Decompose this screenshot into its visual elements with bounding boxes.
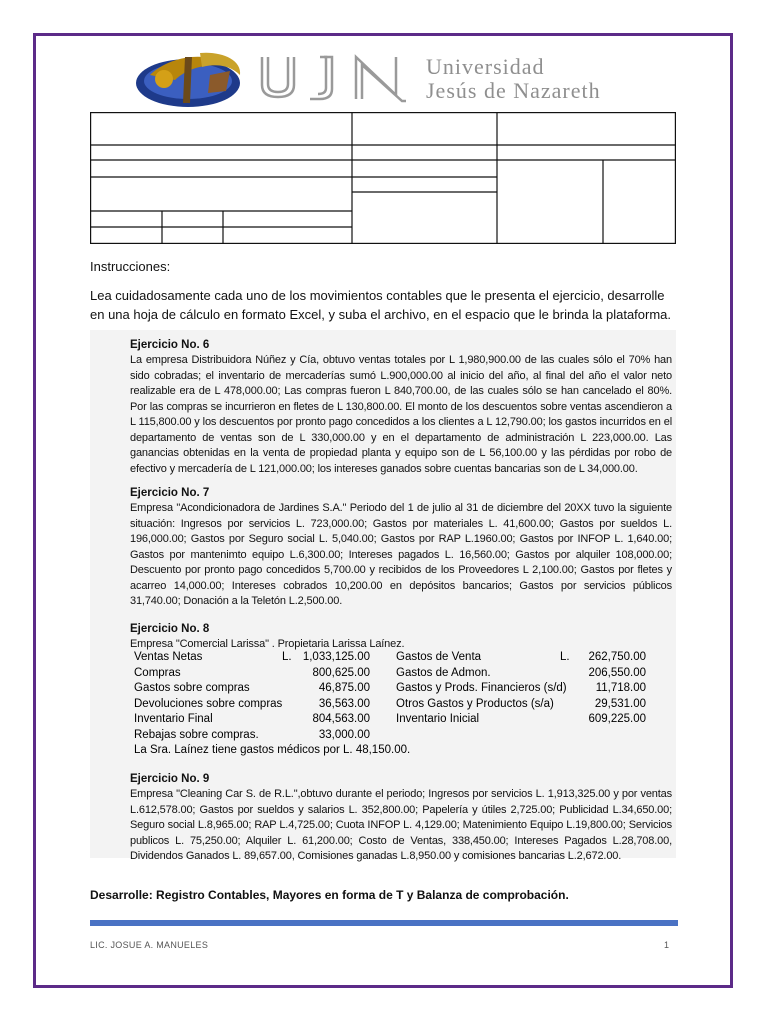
exercise-8	[130, 622, 672, 653]
ledger-row	[134, 650, 654, 666]
ledger-row	[134, 666, 654, 682]
ledger-cell-r-label: Gastos de Venta	[396, 651, 482, 663]
ledger-cell-r-cur: L.	[560, 651, 570, 663]
university-logo	[130, 45, 650, 110]
ledger-cell-l-label: Ventas Netas	[134, 651, 203, 663]
ledger-cell-r-value: 262,750.00	[588, 651, 646, 663]
ledger-cell-r-value: 11,718.00	[595, 682, 646, 694]
exercise-8-company: Empresa "Comercial Larissa" . Propietaria Larissa Laínez.	[130, 638, 405, 650]
ledger-cell-l-label: Rebajas sobre compras.	[134, 728, 259, 741]
footer-divider	[90, 920, 678, 926]
ledger-cell-r-label: Otros Gastos y Productos (s/a)	[396, 697, 554, 710]
exercise-7	[130, 486, 672, 610]
ledger-cell-l-label: Compras	[134, 666, 181, 679]
exercises-panel	[90, 330, 676, 862]
instructions-body: Lea cuidadosamente cada uno de los movimientos contables que le presenta el ejercicio, desarrolle en una hoja de cálculo en formato Excel, y suba el archivo, en el espacio que le brinda la plataforma.	[90, 288, 672, 322]
ledger-row	[134, 728, 654, 744]
ledger-cell-r-value: 29,531.00	[594, 697, 646, 710]
exercise-7-title: Ejercicio No. 7	[130, 487, 210, 499]
university-name-line2: Jesús de Nazareth	[426, 78, 601, 103]
ledger-cell-r-value: 609,225.00	[588, 713, 646, 725]
ledger-cell-l-value: 804,563.00	[312, 713, 370, 725]
exercise-9-title: Ejercicio No. 9	[130, 773, 210, 785]
ledger-cell-l-value: 800,625.00	[312, 666, 370, 679]
ledger-cell-r-value: 206,550.00	[588, 666, 646, 679]
university-emblem-icon	[130, 45, 250, 110]
ledger-cell-r-label: Inventario Inicial	[396, 713, 480, 725]
ledger-cell-l-label: Devoluciones sobre compras	[134, 697, 283, 710]
university-name-line1: Universidad	[426, 54, 545, 79]
exercise-9	[130, 772, 672, 865]
ledger-row	[134, 681, 654, 697]
ledger-cell-l-value: 46,875.00	[318, 682, 370, 694]
ujn-monogram-icon	[256, 51, 426, 103]
exercise-7-body: Empresa "Acondicionadora de Jardines S.A." Periodo del 1 de julio al 31 de diciembre del 20XX tuvo la siguiente situación: Ingresos por servicios L. 723,000.00; Gastos por materiales L. 41,600.00; Gastos por sueldos L. 196,000.00; Gastos por Seguro social L. 5,040.00; Gastos por RAP L.1960.00; Gastos por INFOP L. 1,640.00; Gastos por mantenimto equipo L.6,300.00; Intereses pagados L. 16,560.00; Gastos por alquiler 108,000.00; Descuento por pronto pago concedidos 5,700.00 y recibidos de los Proveedores L 2,100.00; Gastos por fletes y acarreo 14,000.00; Intereses cobrados 10,200.00 en depósitos bancarios; Gastos por servicios públicos 31,740.00; Donación a la Teletón L.2,500.00.	[130, 502, 672, 607]
ledger-cell-r-label: Gastos y Prods. Financieros (s/d)	[396, 682, 567, 694]
ledger-row	[134, 712, 654, 728]
university-name	[426, 55, 601, 103]
exercise-8-note: La Sra. Laínez tiene gastos médicos por L. 48,150.00.	[134, 744, 411, 756]
ledger-cell-l-value: 36,563.00	[318, 697, 370, 710]
instructions-label: Instrucciones:	[90, 259, 171, 274]
student-info-grid	[90, 112, 676, 244]
ledger-cell-l-value: 33,000.00	[318, 728, 370, 741]
footer-author: LIC. JOSUE A. MANUELES	[90, 940, 209, 950]
exercise-8-title: Ejercicio No. 8	[130, 623, 210, 635]
ledger-cell-l-label: Inventario Final	[134, 713, 213, 725]
footer-page-number: 1	[664, 940, 670, 950]
ledger-cell-l-cur: L.	[282, 651, 292, 663]
exercise-8-ledger	[134, 650, 654, 759]
ledger-cell-l-value: 1,033,125.00	[302, 651, 370, 663]
exercise-6	[130, 338, 672, 477]
ledger-cell-l-label: Gastos sobre compras	[134, 682, 250, 694]
ledger-row	[134, 697, 654, 713]
exercise-6-title: Ejercicio No. 6	[130, 339, 210, 351]
student-info-table	[90, 112, 676, 244]
task-statement: Desarrolle: Registro Contables, Mayores en forma de T y Balanza de comprobación.	[90, 888, 569, 902]
exercise-9-body: Empresa "Cleaning Car S. de R.L.",obtuvo durante el periodo; Ingresos por servicios L. 1,913,325.00 y por ventas L.612,578.00; Gastos por sueldos y salarios L. 352,800.00; Papelería y útiles 2,725.00; Publicidad L.34,650.00; Seguro social L.8,965.00; RAP L.4,725.00; Cuota INFOP L. 4,129.00; Matenimiento Equipo L.19,800.00; Servicios publicos L. 75,250.00; Alquiler L. 61,200.00; Costo de Ventas, 338,450.00; Intereses Pagados L.28,708.00, Dividendos Ganados L. 89,657.00, Comisiones ganadas L.8,950.00 y comisiones bancarias L.2,672.00.	[130, 788, 672, 862]
exercise-6-body: La empresa Distribuidora Núñez y Cía, obtuvo ventas totales por L 1,980,900.00 de las cuales sólo el 70% han sido cobradas; el inventario de mercaderías sumó L.900,000.00 al inicio del año, al final del año el valor neto realizable era de L 478,000.00; Las compras fueron L 840,700.00, de las cuales sólo se han cancelado el 80%. Por las compras se incurrieron en fletes de L 130,800.00. El monto de los descuentos sobre ventas ascendieron a L 115,800.00 y los descuentos por pronto pago concedidos a los clientes a L 12,790.00; los gastos incurridos en el departamento de ventas son de L 330,000.00 y en el departamento de administración L 223,000.00. Las ganancias obtenidas en la venta de propiedad planta y equipo son de L 56,100.00 y las pérdidas por robo de efectivo y mercadería de L 121,000.00; los intereses ganados sobre cuentas bancarias son de L 34,000.00.	[130, 354, 672, 475]
ledger-cell-r-label: Gastos de Admon.	[396, 666, 491, 679]
